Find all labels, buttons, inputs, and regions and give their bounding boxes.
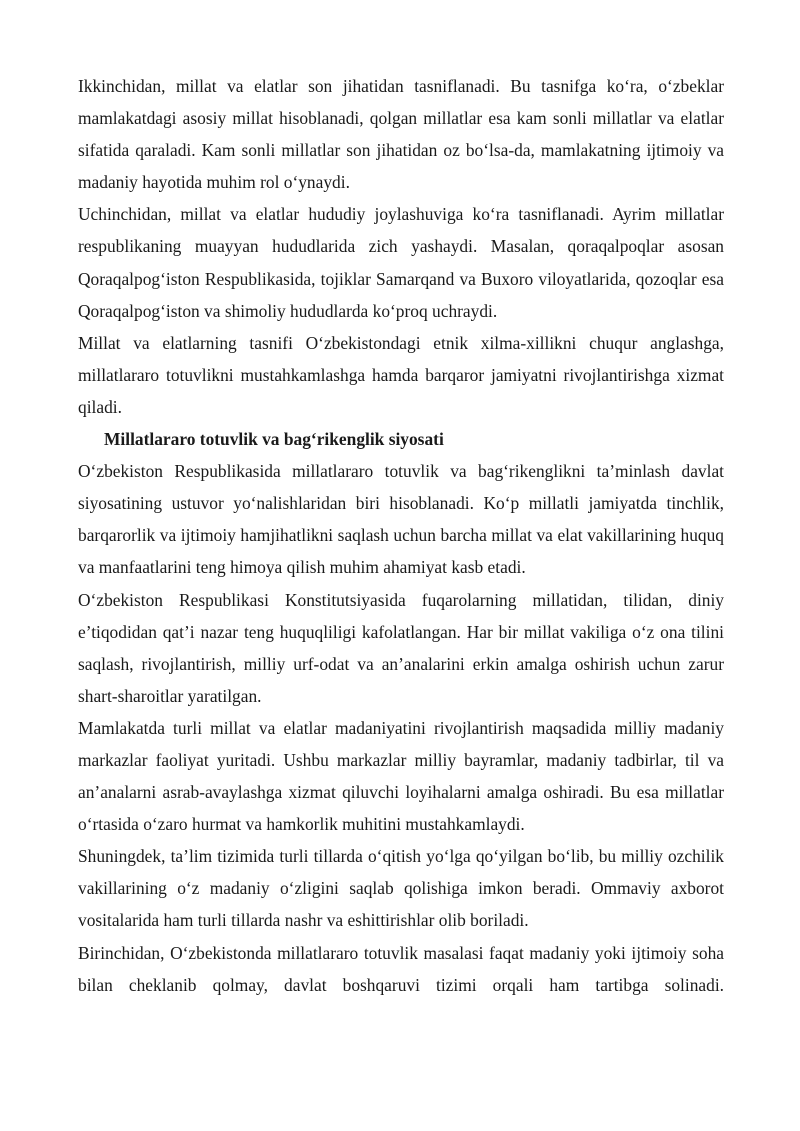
- document-page: [78, 70, 724, 1001]
- paragraph-madaniy-markazlar: Mamlakatda turli millat va elatlar madaniyatini rivojlantirish maqsadida milliy madaniy markazlar faoliyat yuritadi. Ushbu markazlar milliy bayramlar, madaniy tadbirlar, til va an’analarni asrab-avaylashga xizmat qiluvchi loyihalarni amalga oshiradi. Bu esa millatlar o‘rtasida o‘zaro hurmat va hamkorlik muhitini mustahkamlaydi.: [78, 717, 724, 835]
- paragraph-hududiy-joylashuv: Uchinchidan, millat va elatlar hududiy joylashuviga ko‘ra tasniflanadi. Ayrim millatlar respublikaning muayyan hududlarida zich yashaydi. Masalan, qoraqalpoqlar asosan Qoraqalpog‘iston Respublikasida, tojiklar Samarqand va Buxoro viloyatlarida, qozoqlar esa Qoraqalpog‘iston va shimoliy hududlarda ko‘proq uchraydi.: [78, 204, 724, 321]
- paragraph-millat-son-jihatidan: Ikkinchidan, millat va elatlar son jihatidan tasniflanadi. Bu tasnifga ko‘ra, o‘zbeklar mamlakatdagi asosiy millat hisoblanadi, qolgan millatlar esa kam sonli millatlar va elatlar sifatida qaraladi. Kam sonli millatlar son jihatidan oz bo‘lsa-da, mamlakatning ijtimoiy va madaniy hayotida muhim rol o‘ynaydi.: [78, 76, 724, 193]
- paragraph-davlat-boshqaruvi: Birinchidan, O‘zbekistonda millatlararo totuvlik masalasi faqat madaniy yoki ijtimoiy soha bilan cheklanib qolmay, davlat boshqaruvi tizimi orqali ham tartibga solinadi.: [78, 942, 724, 995]
- section-heading: Millatlararo totuvlik va bag‘rikenglik siyosati: [104, 429, 444, 450]
- paragraph-tasnif-ahamiyati: Millat va elatlarning tasnifi O‘zbekistondagi etnik xilma-xillikni chuqur anglashga, millatlararo totuvlikni mustahkamlashga hamda barqaror jamiyatni rivojlantirishga xizmat qiladi.: [78, 332, 724, 417]
- paragraph-talim-tizimi: Shuningdek, ta’lim tizimida turli tillarda o‘qitish yo‘lga qo‘yilgan bo‘lib, bu milliy ozchilik vakillarining o‘z madaniy o‘zligini saqlab qolishiga imkon beradi. Ommaviy axborot vositalarida ham turli tillarda nashr va eshittirishlar olib boriladi.: [78, 846, 724, 931]
- paragraph-davlat-siyosati: O‘zbekiston Respublikasida millatlararo totuvlik va bag‘rikenglikni ta’minlash davlat siyosatining ustuvor yo‘nalishlaridan biri hisoblanadi. Ko‘p millatli jamiyatda tinchlik, barqarorlik va ijtimoiy hamjihatlikni saqlash uchun barcha millat va elat vakillarining huquq va manfaatlarini teng himoya qilish muhim ahamiyat kasb etadi.: [78, 461, 724, 578]
- paragraph-konstitutsiya: O‘zbekiston Respublikasi Konstitutsiyasida fuqarolarning millatidan, tilidan, diniy e’tiqodidan qat’i nazar teng huquqliligi kafolatlangan. Har bir millat vakiliga o‘z ona tilini saqlash, rivojlantirish, milliy urf-odat va an’analarini erkin amalga oshirish uchun zarur shart-sharoitlar yaratilgan.: [78, 589, 724, 706]
